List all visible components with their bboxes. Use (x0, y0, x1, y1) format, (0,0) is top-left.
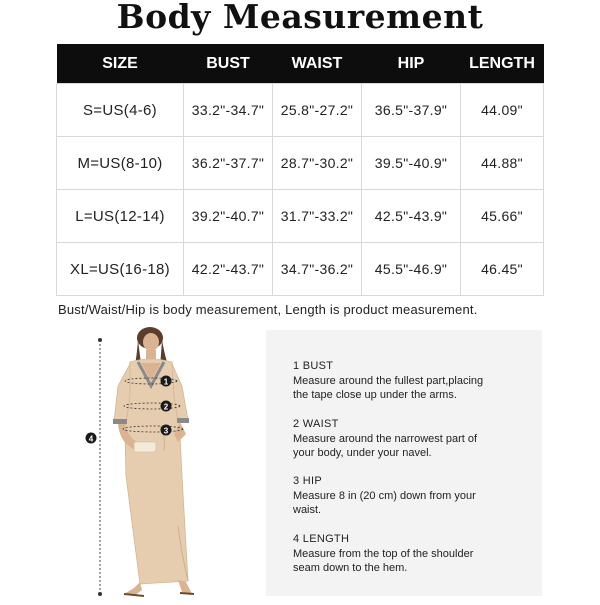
length-cell: 44.88" (461, 137, 544, 190)
table-row (57, 243, 544, 296)
instruction-text: Measure around the narrowest part of (293, 432, 478, 445)
instruction-text: Measure 8 in (20 cm) down from your (293, 489, 476, 502)
hip-cell: 45.5"-46.9" (362, 243, 461, 296)
size-cell: S=US(4-6) (57, 84, 184, 137)
size-chart-table (56, 44, 544, 296)
instruction-hip (293, 474, 528, 518)
hip-cell: 36.5"-37.9" (362, 84, 461, 137)
instruction-heading: 1 BUST (293, 360, 334, 372)
instruction-text: the tape close up under the arms. (293, 389, 457, 401)
waist-cell: 31.7"-33.2" (273, 190, 362, 243)
waist-cell: 28.7"-30.2" (273, 137, 362, 190)
instruction-text: your body, under your navel. (293, 447, 432, 459)
length-cell: 46.45" (461, 243, 544, 296)
svg-text:1: 1 (163, 377, 169, 387)
header-size: SIZE (57, 44, 184, 84)
table-header-row (57, 44, 544, 84)
bust-cell: 39.2"-40.7" (184, 190, 273, 243)
svg-text:2: 2 (163, 402, 169, 412)
waist-cell: 34.7"-36.2" (273, 243, 362, 296)
page-title: Body Measurement (116, 0, 484, 36)
header-waist: WAIST (273, 44, 362, 84)
hip-cell: 39.5"-40.9" (362, 137, 461, 190)
instruction-heading: 3 HIP (293, 475, 323, 487)
svg-text:4: 4 (88, 434, 94, 444)
bust-cell: 33.2"-34.7" (184, 84, 273, 137)
header-hip: HIP (362, 44, 461, 84)
size-cell: M=US(8-10) (57, 137, 184, 190)
marker-2 (161, 401, 172, 412)
bust-cell: 42.2"-43.7" (184, 243, 273, 296)
instruction-text: waist. (293, 504, 322, 516)
size-cell: XL=US(16-18) (57, 243, 184, 296)
instruction-bust (293, 359, 528, 403)
instruction-text: Measure from the top of the shoulder (293, 547, 474, 560)
instruction-text: seam down to the hem. (293, 562, 408, 574)
length-cell: 44.09" (461, 84, 544, 137)
waist-cell: 25.8"-27.2" (273, 84, 362, 137)
size-cell: L=US(12-14) (57, 190, 184, 243)
table-row (57, 190, 544, 243)
marker-1 (161, 376, 172, 387)
instruction-length (293, 532, 528, 576)
marker-3 (161, 425, 172, 436)
instruction-heading: 4 LENGTH (293, 533, 350, 545)
table-row (57, 84, 544, 137)
header-bust: BUST (184, 44, 273, 84)
svg-text:3: 3 (163, 426, 169, 436)
marker-4 (86, 433, 97, 444)
hip-cell: 42.5"-43.9" (362, 190, 461, 243)
length-cell: 45.66" (461, 190, 544, 243)
model-illustration (78, 326, 248, 600)
header-length: LENGTH (461, 44, 544, 84)
instruction-text: Measure around the fullest part,placing (293, 374, 484, 387)
instruction-heading: 2 WAIST (293, 418, 339, 430)
bust-cell: 36.2"-37.7" (184, 137, 273, 190)
table-row (57, 137, 544, 190)
measurement-note: Bust/Waist/Hip is body measurement, Length is product measurement. (58, 302, 478, 317)
instruction-waist (293, 417, 528, 461)
dress-model-image (78, 326, 248, 600)
